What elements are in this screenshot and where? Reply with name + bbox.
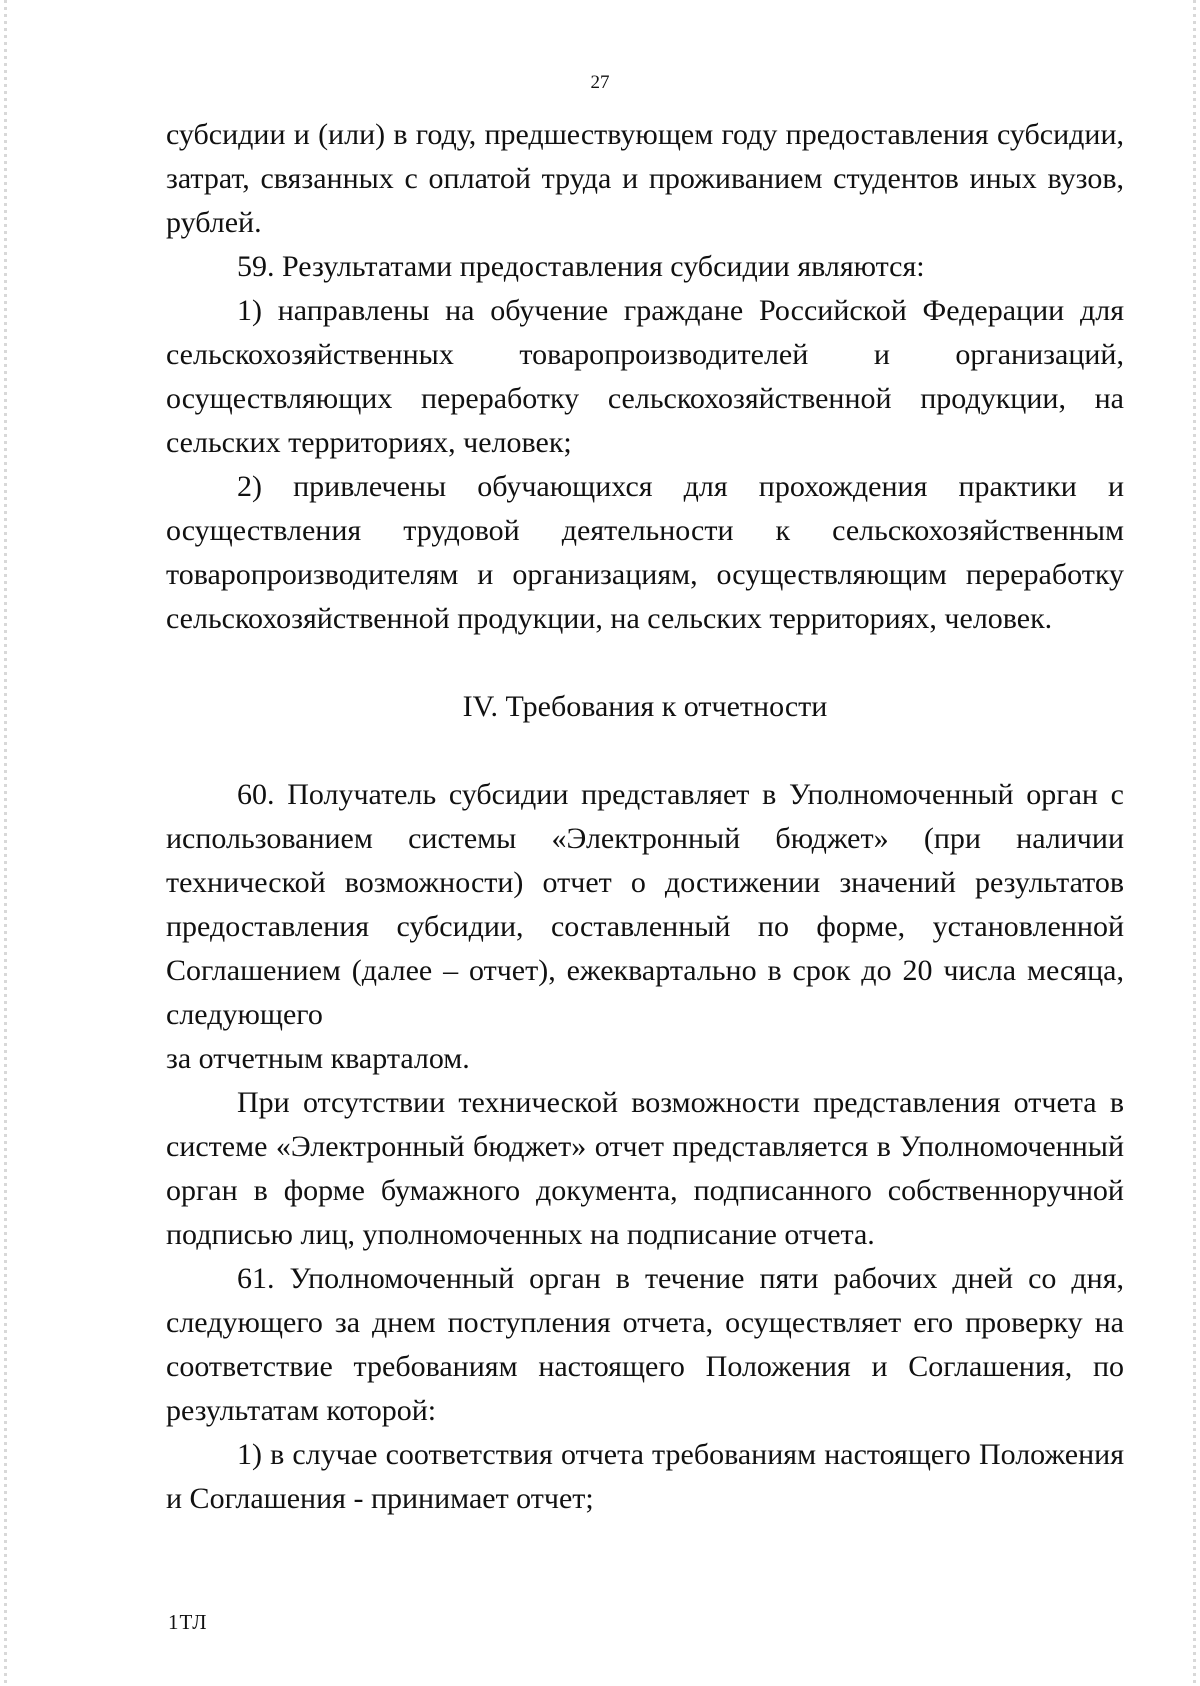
document-body: [166, 113, 1124, 1521]
paragraph-61-item-1: 1) в случае соответствия отчета требованиям настоящего Положения и Соглашения - принимает отчет;: [166, 1438, 1124, 1515]
paragraph-no-technical-possibility: При отсутствии технической возможности представления отчета в системе «Электронный бюджет» отчет представляется в Уполномоченный орган в форме бумажного документа, подписанного собственноручной подписью лиц, уполномоченных на подписание отчета.: [166, 1086, 1124, 1251]
paragraph-59-item-1: 1) направлены на обучение граждане Российской Федерации для сельскохозяйственных товаропроизводителей и организаций, осуществляющих переработку сельскохозяйственной продукции, на сельских территориях, человек;: [166, 294, 1124, 459]
section-heading: IV. Требования к отчетности: [462, 690, 828, 723]
paragraph-subsidy-costs: субсидии и (или) в году, предшествующем году предоставления субсидии, затрат, связанных с оплатой труда и проживанием студентов иных вузов, рублей.: [166, 118, 1124, 239]
paragraph-59-item-2: 2) привлечены обучающихся для прохождения практики и осуществления трудовой деятельности к сельскохозяйственным товаропроизводителям и организациям, осуществляющим переработку сельскохозяйственной продукции, на сельских территориях, человек.: [166, 470, 1124, 635]
scan-edge-left: [4, 0, 7, 1686]
paragraph-60: 60. Получатель субсидии представляет в Уполномоченный орган с использованием системы «Электронный бюджет» (при наличии технической возможности) отчет о достижении значений результатов предоставления субсидии, составленный по форме, установленной Соглашением (далее – отчет), ежеквартально в срок до 20 числа месяца, следующего: [166, 778, 1124, 1031]
footer-mark: 1ТЛ: [168, 1610, 208, 1634]
spacer: [166, 641, 1124, 685]
page-number: 27: [590, 72, 610, 93]
paragraph-61: 61. Уполномоченный орган в течение пяти рабочих дней со дня, следующего за днем поступления отчета, осуществляет его проверку на соответствие требованиям настоящего Положения и Соглашения, по результатам которой:: [166, 1262, 1124, 1427]
spacer: [166, 729, 1124, 773]
scan-edge-right: [1193, 0, 1196, 1686]
paragraph-60-continuation: за отчетным кварталом.: [166, 1042, 470, 1075]
paragraph-59: 59. Результатами предоставления субсидии являются:: [237, 250, 925, 283]
